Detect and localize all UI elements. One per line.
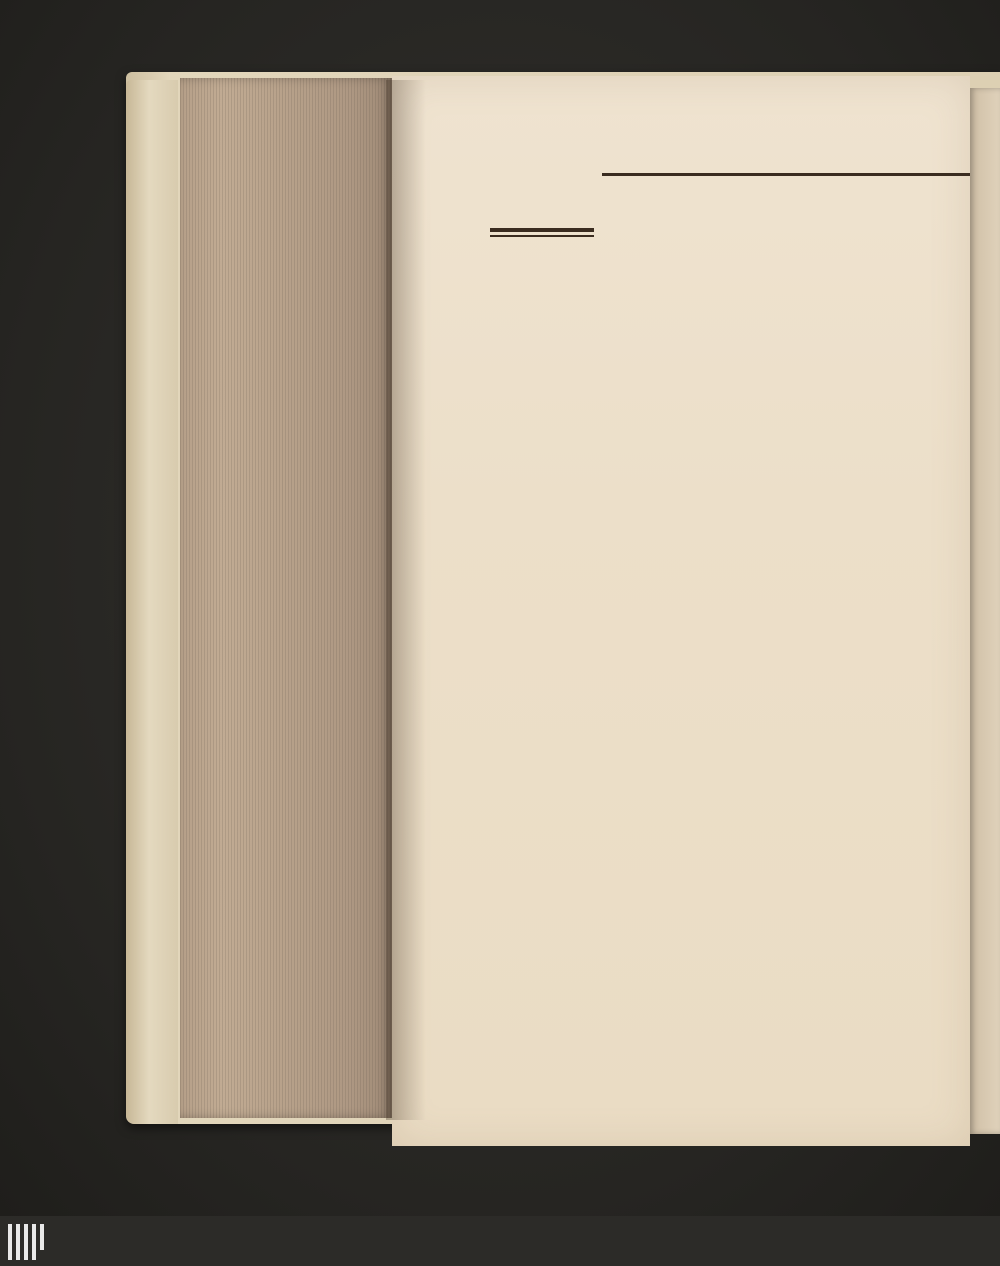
printed-page: [392, 76, 970, 1146]
margin-rule: [490, 228, 594, 232]
library-footer: [0, 1216, 1000, 1266]
margin-rule: [490, 235, 594, 237]
running-head: [602, 138, 970, 168]
page-block-edges: [180, 78, 392, 1118]
library-logo-icon: [8, 1224, 48, 1260]
book-cover-edge: [126, 80, 178, 1124]
facing-page-edge: [970, 88, 1000, 1134]
head-rule: [602, 173, 970, 176]
gutter-shadow: [386, 80, 426, 1120]
